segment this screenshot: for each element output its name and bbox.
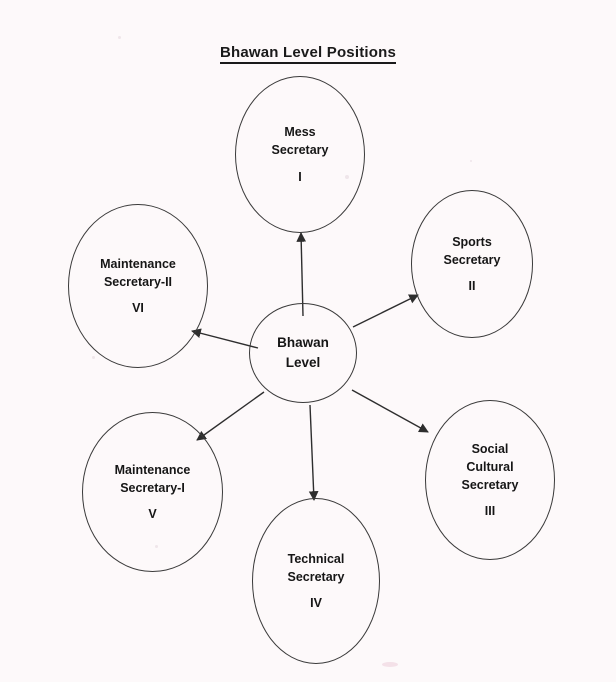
node-maintenance-secretary-i-line1: Maintenance	[114, 462, 191, 477]
node-maintenance-secretary-i[interactable]	[82, 412, 223, 572]
node-center-line2: Level	[285, 355, 321, 370]
paper-speck	[470, 160, 472, 162]
node-maintenance-secretary-ii-line1: Maintenance	[100, 256, 176, 271]
node-social-cultural-secretary-line2: Cultural	[466, 459, 514, 474]
node-social-cultural-secretary[interactable]	[425, 400, 555, 560]
paper-speck	[118, 36, 121, 39]
node-maintenance-secretary-ii-number: VI	[132, 301, 144, 316]
edge-center-to-maintenance-i	[197, 392, 264, 440]
node-center-line1: Bhawan	[277, 335, 329, 351]
node-maintenance-secretary-ii-line2: Secretary-II	[103, 274, 173, 289]
node-maintenance-secretary-ii[interactable]	[68, 204, 208, 368]
node-technical-secretary[interactable]	[252, 498, 380, 664]
node-mess-secretary-line2: Secretary	[271, 143, 329, 158]
node-technical-secretary-line1: Technical	[287, 551, 345, 566]
node-sports-secretary-line2: Secretary	[443, 252, 501, 267]
node-technical-secretary-number: IV	[310, 596, 322, 611]
paper-speck	[92, 356, 95, 359]
node-technical-secretary-line2: Secretary	[287, 569, 345, 584]
edge-center-to-social-cultural	[352, 390, 428, 432]
node-sports-secretary-line1: Sports	[452, 234, 492, 249]
page-title-text: Bhawan Level Positions	[220, 44, 396, 64]
node-mess-secretary-number: I	[298, 169, 302, 184]
edge-center-to-sports	[353, 295, 418, 327]
edge-center-to-maintenance-ii	[192, 331, 258, 348]
page-title	[0, 44, 616, 61]
node-social-cultural-secretary-line1: Social	[471, 441, 509, 456]
node-maintenance-secretary-i-line2: Secretary-I	[120, 480, 185, 495]
paper-smudge	[382, 662, 398, 667]
node-maintenance-secretary-i-number: V	[148, 507, 157, 522]
node-center[interactable]	[249, 303, 357, 403]
node-sports-secretary[interactable]	[411, 190, 533, 338]
node-social-cultural-secretary-line3: Secretary	[461, 478, 519, 492]
edge-center-to-technical	[310, 405, 314, 500]
node-mess-secretary-line1: Mess	[284, 125, 316, 140]
node-sports-secretary-number: II	[468, 279, 476, 294]
node-social-cultural-secretary-number: III	[484, 504, 496, 519]
node-mess-secretary[interactable]	[235, 76, 365, 233]
